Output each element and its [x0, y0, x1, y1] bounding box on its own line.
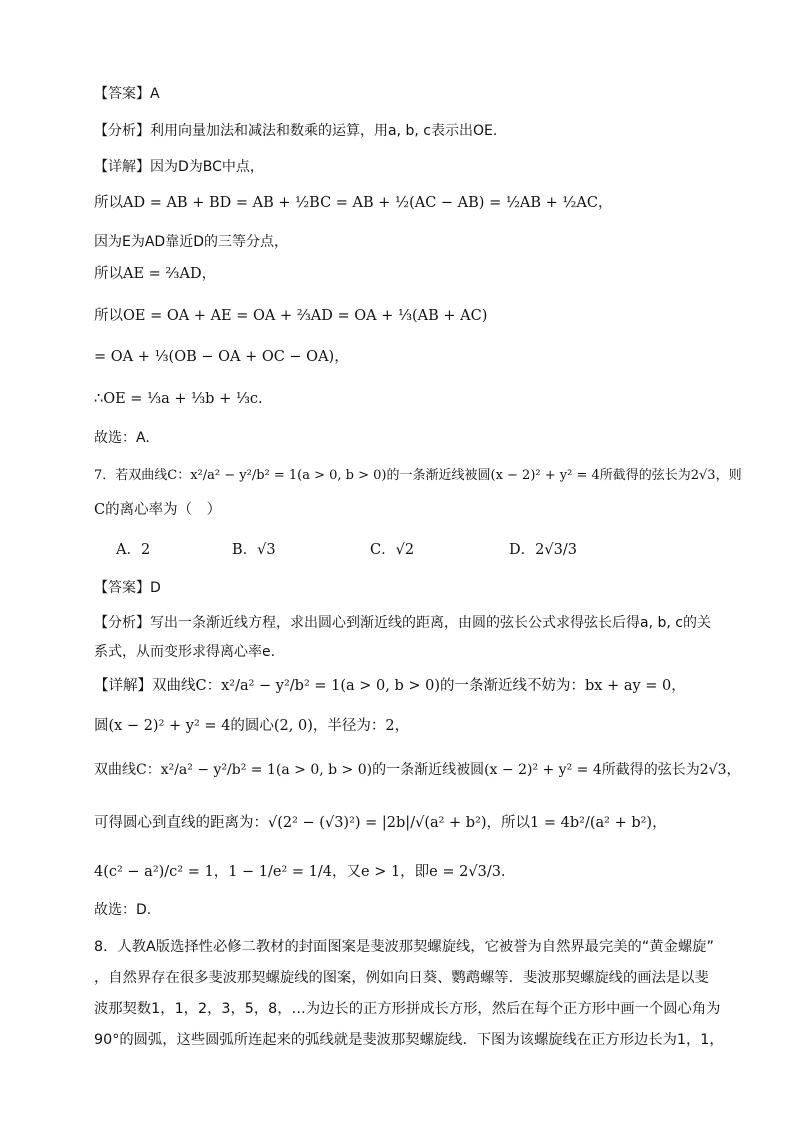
- q8-line-4: 90°的圆弧，这些圆弧所连起来的弧线就是斐波那契螺旋线．下图为该螺旋线在正方形边长为1，1，: [94, 1032, 724, 1048]
- q7-detail-line-4: 可得圆心到直线的距离为：√(2² − (√3)²) = |2b|/√(a² + b²)，所以1 = 4b²/(a² + b²)，: [94, 815, 667, 831]
- q6-detail-line-1: 所以AD = AB + BD = AB + ½BC = AB + ½(AC − AB) = ½AB + ½AC，: [94, 195, 613, 211]
- q7-detail-line-2: 圆(x − 2)² + y² = 4的圆心(2, 0)，半径为：2，: [94, 718, 410, 734]
- q6-detail-line-2: 因为E为AD靠近D的三等分点，: [94, 234, 288, 250]
- q6-detail-line-4: 所以OE = OA + AE = OA + ⅔AD = OA + ⅓(AB + AC): [94, 308, 488, 324]
- q6-answer: 【答案】A: [94, 86, 160, 102]
- q6-detail-intro: 【详解】因为D为BC中点，: [94, 159, 264, 175]
- q7-analysis-line-1: 【分析】写出一条渐近线方程，求出圆心到渐近线的距离，由圆的弦长公式求得弦长后得a, b, c的关: [94, 615, 711, 631]
- q7-analysis-line-2: 系式，从而变形求得离心率e.: [94, 644, 276, 660]
- q7-option-a: A．2: [116, 542, 151, 558]
- q7-answer: 【答案】D: [94, 580, 161, 596]
- q7-detail-line-3: 双曲线C：x²/a² − y²/b² = 1(a > 0, b > 0)的一条渐近线被圆(x − 2)² + y² = 4所截得的弦长为2√3，: [94, 762, 741, 778]
- q8-line-3: 波那契数1，1，2，3，5，8，…为边长的正方形拼成长方形，然后在每个正方形中画一个圆心角为: [94, 1001, 721, 1017]
- q6-detail-line-6: ∴OE = ⅓a + ⅓b + ⅓c.: [94, 391, 263, 407]
- q8-line-2: ，自然界存在很多斐波那契螺旋线的图案，例如向日葵、鹦鹉螺等．斐波那契螺旋线的画法是以斐: [94, 970, 709, 986]
- q7-option-b: B．√3: [232, 542, 276, 558]
- q7-stem-line-2: C的离心率为（ ）: [94, 502, 222, 518]
- q6-detail-line-5: = OA + ⅓(OB − OA + OC − OA)，: [94, 349, 349, 365]
- q7-stem-line-1: 7．若双曲线C：x²/a² − y²/b² = 1(a > 0, b > 0)的一条渐近线被圆(x − 2)² + y² = 4所截得的弦长为2√3，则: [94, 468, 742, 483]
- q7-choice: 故选：D.: [94, 902, 152, 918]
- q6-choice: 故选：A.: [94, 430, 150, 446]
- q6-analysis: 【分析】利用向量加法和减法和数乘的运算，用a, b, c表示出OE.: [94, 123, 498, 139]
- q7-detail-line-1: 【详解】双曲线C：x²/a² − y²/b² = 1(a > 0, b > 0)的一条渐近线不妨为：bx + ay = 0，: [94, 678, 686, 694]
- q7-option-d: D．2√3/3: [509, 542, 577, 558]
- q8-line-1: 8．人教A版选择性必修二教材的封面图案是斐波那契螺旋线，它被誉为自然界最完美的“黄金螺旋”: [94, 939, 714, 955]
- q6-detail-line-3: 所以AE = ⅔AD，: [94, 266, 217, 282]
- q7-detail-line-5: 4(c² − a²)/c² = 1，1 − 1/e² = 1/4，又e > 1，即e = 2√3/3.: [94, 864, 506, 880]
- q7-option-c: C．√2: [370, 542, 415, 558]
